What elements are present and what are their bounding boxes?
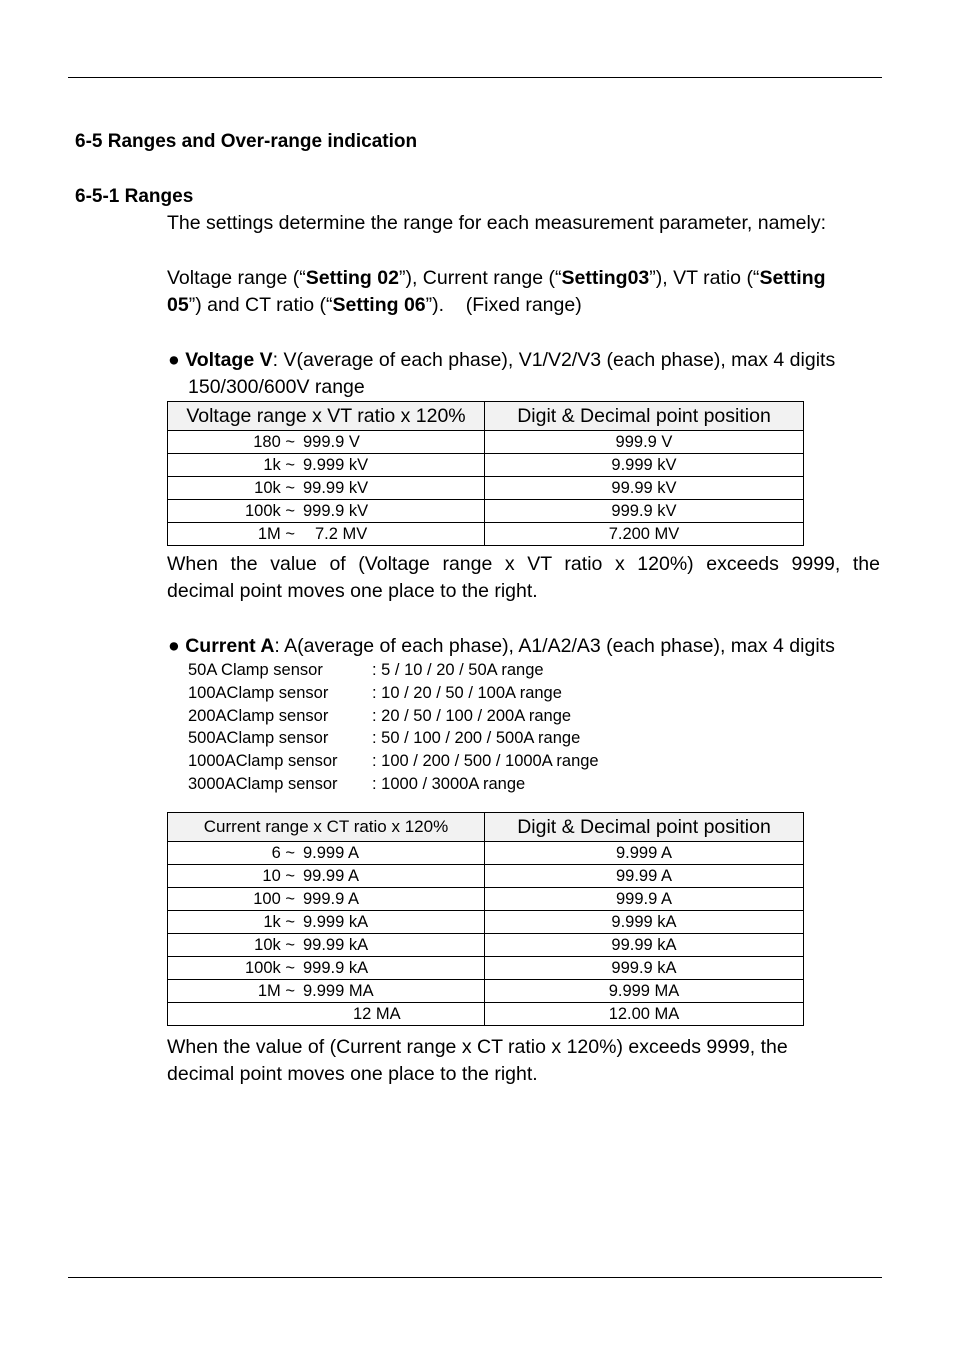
range-from: 6 ~ [271, 844, 295, 862]
settings-line-2: 05”) and CT ratio (“Setting 06”). (Fixed range) [167, 294, 582, 316]
digit-cell: 999.9 V [485, 431, 804, 454]
range-from: 1k ~ [263, 456, 295, 474]
table-row [168, 911, 804, 934]
table-row [168, 842, 804, 865]
range-to: 99.99 kA [303, 936, 369, 954]
table-row [168, 431, 804, 454]
voltage-heading: ● Voltage V: V(average of each phase), V1/V2/V3 (each phase), max 4 digits [168, 349, 836, 371]
current-table [167, 812, 804, 1026]
current-note-line-1: When the value of (Current range x CT ratio x 120%) exceeds 9999, the [167, 1036, 788, 1058]
range-to: 9.999 kV [303, 456, 369, 474]
digit-cell: 7.200 MV [485, 523, 804, 546]
range-to: 999.9 kV [303, 502, 369, 520]
sensor-range: : 20 / 50 / 100 / 200A range [372, 706, 572, 725]
digit-cell: 9.999 kA [485, 911, 804, 934]
voltage-range: 150/300/600V range [188, 376, 365, 398]
range-to: 99.99 kV [303, 479, 369, 497]
header-rule [68, 77, 882, 78]
range-to: 99.99 A [303, 867, 359, 885]
range-to: 12 MA [353, 1005, 401, 1023]
column-header: Current range x CT ratio x 120% [168, 813, 485, 842]
table-row [168, 934, 804, 957]
sensor-range: : 100 / 200 / 500 / 1000A range [372, 752, 599, 771]
voltage-note-line-2: decimal point moves one place to the right. [167, 580, 538, 602]
list-item [188, 705, 599, 728]
digit-cell: 12.00 MA [485, 1003, 804, 1026]
section-title: 6-5 Ranges and Over-range indication [75, 131, 418, 152]
sensor-name: 1000AClamp sensor [188, 752, 338, 771]
list-item [188, 727, 599, 750]
range-from: 1M ~ [257, 982, 295, 1000]
digit-cell: 99.99 A [485, 865, 804, 888]
sensor-name: 200AClamp sensor [188, 706, 329, 725]
table-header-row [168, 813, 804, 842]
range-to: 999.9 kA [303, 959, 369, 977]
list-item [188, 773, 599, 796]
range-from: 100k ~ [245, 959, 295, 977]
column-header: Voltage range x VT ratio x 120% [168, 402, 485, 431]
sensor-range: : 10 / 20 / 50 / 100A range [372, 683, 562, 702]
digit-cell: 999.9 kV [485, 500, 804, 523]
table-row [168, 454, 804, 477]
column-header: Digit & Decimal point position [485, 813, 804, 842]
table-row [168, 865, 804, 888]
table-row [168, 500, 804, 523]
digit-cell: 99.99 kV [485, 477, 804, 500]
current-heading: ● Current A: A(average of each phase), A1/A2/A3 (each phase), max 4 digits [168, 635, 835, 657]
voltage-table [167, 401, 804, 546]
digit-cell: 999.9 kA [485, 957, 804, 980]
sensor-name: 500AClamp sensor [188, 729, 329, 748]
range-from: 1k ~ [263, 913, 295, 931]
range-to: 9.999 kA [303, 913, 369, 931]
sensor-list [188, 659, 599, 796]
table-row [168, 957, 804, 980]
table-row [168, 1003, 804, 1026]
digit-cell: 999.9 A [485, 888, 804, 911]
range-to: 9.999 A [303, 844, 359, 862]
range-to: 999.9 V [303, 433, 360, 451]
sensor-name: 3000AClamp sensor [188, 774, 338, 793]
range-from: 10 ~ [262, 867, 295, 885]
current-note-line-2: decimal point moves one place to the right. [167, 1063, 538, 1085]
sensor-range: : 50 / 100 / 200 / 500A range [372, 729, 581, 748]
bullet-icon: ● [168, 349, 180, 371]
range-from: 1M ~ [257, 525, 295, 543]
list-item [188, 682, 599, 705]
table-row [168, 980, 804, 1003]
column-header: Digit & Decimal point position [485, 402, 804, 431]
table-header-row [168, 402, 804, 431]
sensor-name: 100AClamp sensor [188, 683, 329, 702]
list-item [188, 659, 599, 682]
range-from: 10k ~ [254, 936, 295, 954]
footer-rule [68, 1277, 882, 1278]
range-to: 7.2 MV [315, 525, 368, 543]
digit-cell: 99.99 kA [485, 934, 804, 957]
range-to: 999.9 A [303, 890, 359, 908]
list-item [188, 750, 599, 773]
digit-cell: 9.999 kV [485, 454, 804, 477]
voltage-note-line-1: When the value of (Voltage range x VT ratio x 120%) exceeds 9999, the [167, 553, 880, 575]
settings-line-1: Voltage range (“Setting 02”), Current range (“Setting03”), VT ratio (“Setting [167, 267, 826, 289]
sensor-name: 50A Clamp sensor [188, 661, 323, 679]
table-row [168, 477, 804, 500]
intro-paragraph: The settings determine the range for each measurement parameter, namely: [167, 212, 827, 234]
range-from: 100 ~ [253, 890, 295, 908]
digit-cell: 9.999 MA [485, 980, 804, 1003]
range-to: 9.999 MA [303, 982, 374, 1000]
bullet-icon: ● [168, 635, 180, 657]
sensor-range: : 1000 / 3000A range [372, 774, 526, 793]
range-from: 10k ~ [254, 479, 295, 497]
range-from: 180 ~ [253, 433, 295, 451]
range-from: 100k ~ [245, 502, 295, 520]
digit-cell: 9.999 A [485, 842, 804, 865]
sensor-range: : 5 / 10 / 20 / 50A range [372, 661, 544, 679]
table-row [168, 523, 804, 546]
table-row [168, 888, 804, 911]
subsection-title: 6-5-1 Ranges [75, 186, 194, 207]
